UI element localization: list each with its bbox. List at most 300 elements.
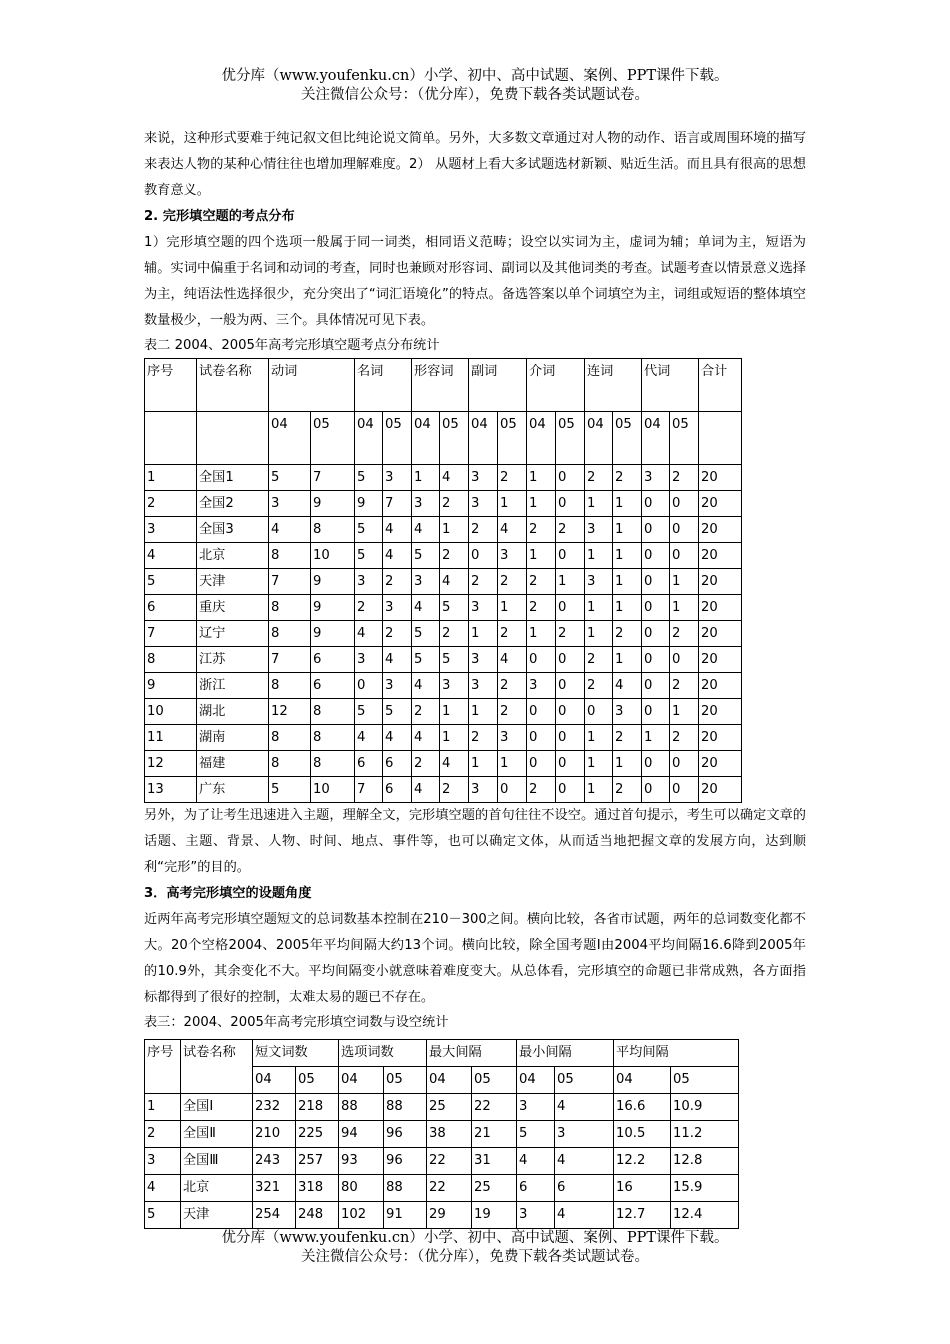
table-cell: 全国3 [197, 517, 269, 543]
table-cell: 1 [585, 751, 613, 777]
table-cell: 北京 [181, 1175, 253, 1202]
t2-header-seq: 序号 [145, 359, 197, 412]
table-cell: 湖北 [197, 699, 269, 725]
table-cell: 2 [469, 725, 498, 751]
t3-header-paper: 试卷名称 [181, 1040, 253, 1094]
table-cell: 2 [613, 621, 642, 647]
table-cell: 全国Ⅲ [181, 1148, 253, 1175]
table-cell: 5 [440, 595, 469, 621]
table-cell: 4 [440, 465, 469, 491]
table-3 [144, 1039, 739, 1229]
table-cell: 4 [412, 673, 440, 699]
table-cell: 0 [642, 621, 670, 647]
table-cell: 232 [253, 1094, 296, 1121]
table-cell: 2 [440, 491, 469, 517]
table-cell: 2 [412, 699, 440, 725]
table-cell: 20 [699, 725, 742, 751]
table-cell: 10 [311, 543, 355, 569]
t2-year-04: 04 [585, 412, 613, 465]
table-cell: 1 [527, 491, 556, 517]
table-cell: 93 [339, 1148, 384, 1175]
table-cell: 12 [269, 699, 311, 725]
table-cell: 0 [670, 777, 699, 803]
table-cell: 254 [253, 1202, 296, 1229]
table-row [145, 1148, 739, 1175]
t2-year-04: 04 [527, 412, 556, 465]
t3-header-avg-gap: 平均间隔 [614, 1040, 739, 1067]
table-cell: 20 [699, 517, 742, 543]
table-cell: 1 [527, 543, 556, 569]
table-cell: 2 [613, 725, 642, 751]
table-cell: 3 [555, 1121, 614, 1148]
table-row [145, 595, 742, 621]
table-cell: 22 [472, 1094, 517, 1121]
t2-header-conj: 连词 [585, 359, 642, 412]
table-cell: 2 [585, 673, 613, 699]
table-2 [144, 358, 742, 803]
table-cell: 1 [145, 465, 197, 491]
table-row [145, 1202, 739, 1229]
table-cell: 0 [469, 543, 498, 569]
table-cell: 0 [556, 491, 585, 517]
table-cell: 2 [613, 465, 642, 491]
table-row [145, 673, 742, 699]
table-cell: 0 [642, 569, 670, 595]
table-cell: 3 [469, 595, 498, 621]
t3-year-04: 04 [427, 1067, 472, 1094]
table-cell: 4 [440, 751, 469, 777]
table-cell: 重庆 [197, 595, 269, 621]
table-cell: 2 [670, 725, 699, 751]
table-cell: 31 [472, 1148, 517, 1175]
table-cell: 4 [517, 1148, 555, 1175]
t3-year-05: 05 [555, 1067, 614, 1094]
table-cell: 0 [527, 699, 556, 725]
table-row [145, 1175, 739, 1202]
table-cell: 0 [642, 673, 670, 699]
page-header [0, 67, 950, 105]
table-cell: 20 [699, 699, 742, 725]
header-line-1: 优分库（www.youfenku.cn）小学、初中、高中试题、案例、PPT课件下载。 [221, 68, 729, 84]
table-cell: 4 [498, 517, 527, 543]
table-cell: 3 [383, 595, 412, 621]
table-cell: 5 [412, 647, 440, 673]
table-cell: 1 [498, 595, 527, 621]
table-cell: 3 [642, 465, 670, 491]
table-cell: 12.2 [614, 1148, 671, 1175]
table-cell: 2 [527, 777, 556, 803]
table-cell: 80 [339, 1175, 384, 1202]
table-cell: 3 [383, 465, 412, 491]
table-cell: 10 [145, 699, 197, 725]
table-cell: 20 [699, 673, 742, 699]
table-cell: 全国1 [197, 465, 269, 491]
table-cell: 6 [383, 777, 412, 803]
table-cell: 1 [469, 699, 498, 725]
table-cell: 1 [440, 517, 469, 543]
table-cell: 3 [440, 673, 469, 699]
table-cell: 0 [642, 491, 670, 517]
table-cell: 20 [699, 491, 742, 517]
table-cell: 15.9 [671, 1175, 739, 1202]
table-row [145, 751, 742, 777]
table2-caption: 表二 2004、2005年高考完形填空题考点分布统计 [144, 338, 440, 353]
table-cell: 3 [613, 699, 642, 725]
table-cell: 湖南 [197, 725, 269, 751]
t2-year-04: 04 [412, 412, 440, 465]
table-row [145, 1094, 739, 1121]
table-cell: 0 [642, 751, 670, 777]
table-cell: 1 [527, 621, 556, 647]
table-cell: 1 [585, 725, 613, 751]
table-cell: 4 [145, 1175, 181, 1202]
table-cell: 1 [585, 543, 613, 569]
footer-line-2: 关注微信公众号：（优分库），免费下载各类试题试卷。 [301, 1249, 649, 1265]
table-cell: 2 [383, 621, 412, 647]
table-cell: 0 [556, 777, 585, 803]
table-cell: 1 [585, 777, 613, 803]
table-cell: 3 [469, 465, 498, 491]
table-cell: 2 [440, 543, 469, 569]
table-cell: 0 [642, 517, 670, 543]
table-cell: 1 [527, 465, 556, 491]
page-footer [0, 1229, 950, 1267]
table-cell: 4 [269, 517, 311, 543]
table-cell: 2 [498, 673, 527, 699]
table-cell: 全国2 [197, 491, 269, 517]
table-cell: 1 [670, 699, 699, 725]
table-cell: 5 [145, 1202, 181, 1229]
table-row [145, 517, 742, 543]
table-cell: 5 [355, 517, 383, 543]
table-cell: 6 [145, 595, 197, 621]
table-cell: 102 [339, 1202, 384, 1229]
table-cell: 3 [517, 1094, 555, 1121]
table-cell: 4 [555, 1148, 614, 1175]
table-cell: 12.8 [671, 1148, 739, 1175]
t3-year-05: 05 [671, 1067, 739, 1094]
t3-year-04: 04 [614, 1067, 671, 1094]
table-cell: 2 [498, 465, 527, 491]
t3-header-seq: 序号 [145, 1040, 181, 1094]
table-cell: 3 [355, 647, 383, 673]
table-cell: 12.7 [614, 1202, 671, 1229]
t3-header-max-gap: 最大间隔 [427, 1040, 517, 1067]
table-cell: 94 [339, 1121, 384, 1148]
table-cell: 12.4 [671, 1202, 739, 1229]
table-cell: 29 [427, 1202, 472, 1229]
table-cell: 3 [469, 491, 498, 517]
table-cell: 1 [613, 491, 642, 517]
table-cell: 4 [498, 647, 527, 673]
table-cell: 1 [613, 595, 642, 621]
footer-line-1: 优分库（www.youfenku.cn）小学、初中、高中试题、案例、PPT课件下载。 [221, 1230, 729, 1246]
table-cell: 3 [412, 569, 440, 595]
table-cell: 218 [296, 1094, 339, 1121]
table3-caption: 表三：2004、2005年高考完形填空词数与设空统计 [144, 1015, 449, 1030]
table-cell: 6 [311, 647, 355, 673]
table-cell: 0 [527, 647, 556, 673]
table-cell: 8 [145, 647, 197, 673]
t3-year-05: 05 [296, 1067, 339, 1094]
table-cell: 3 [383, 673, 412, 699]
table-row [145, 777, 742, 803]
table-cell: 4 [383, 517, 412, 543]
table-cell: 0 [670, 751, 699, 777]
table-cell: 6 [355, 751, 383, 777]
table-cell: 9 [311, 569, 355, 595]
t3-year-04: 04 [517, 1067, 555, 1094]
table-cell: 2 [556, 517, 585, 543]
table-cell: 9 [355, 491, 383, 517]
table-cell: 6 [311, 673, 355, 699]
table-cell: 4 [355, 725, 383, 751]
table-cell: 4 [555, 1202, 614, 1229]
paragraph-2: 1）完形填空题的四个选项一般属于同一词类，相同语义范畴；设空以实词为主，虚词为辅；单词为主，短语为辅。实词中偏重于名词和动词的考查，同时也兼顾对形容词、副词以及其他词类的考查。试题考查以情景意义选择为主，纯语法性选择很少，充分突出了“词汇语境化”的特点。备选答案以单个词填空为主，词组或短语的整体填空数量极少，一般为两、三个。具体情况可见下表。 [144, 235, 806, 328]
table-cell: 3 [469, 647, 498, 673]
t2-subheader-empty [699, 412, 742, 465]
section-heading-2: 2. 完形填空题的考点分布 [144, 209, 295, 224]
table-cell: 8 [269, 543, 311, 569]
t2-year-05: 05 [613, 412, 642, 465]
table-cell: 38 [427, 1121, 472, 1148]
table-cell: 3 [585, 517, 613, 543]
table-cell: 0 [670, 491, 699, 517]
table-cell: 2 [585, 465, 613, 491]
document-body [144, 126, 806, 1229]
table-cell: 2 [556, 621, 585, 647]
table-cell: 5 [145, 569, 197, 595]
table-cell: 4 [440, 569, 469, 595]
table-cell: 2 [145, 491, 197, 517]
table-cell: 0 [355, 673, 383, 699]
table-cell: 8 [269, 725, 311, 751]
table-cell: 浙江 [197, 673, 269, 699]
t2-year-05: 05 [383, 412, 412, 465]
table-cell: 全国Ⅱ [181, 1121, 253, 1148]
section-heading-3: 3．高考完形填空的设题角度 [144, 886, 312, 901]
table-cell: 辽宁 [197, 621, 269, 647]
table-cell: 3 [517, 1202, 555, 1229]
table-cell: 8 [269, 621, 311, 647]
table-cell: 7 [145, 621, 197, 647]
table-cell: 3 [355, 569, 383, 595]
table-row [145, 621, 742, 647]
table-cell: 3 [412, 491, 440, 517]
table-cell: 0 [585, 699, 613, 725]
table-cell: 3 [145, 517, 197, 543]
table-cell: 天津 [181, 1202, 253, 1229]
table-cell: 3 [498, 543, 527, 569]
t2-year-04: 04 [469, 412, 498, 465]
table-cell: 0 [556, 751, 585, 777]
table-cell: 7 [269, 569, 311, 595]
table-cell: 2 [670, 673, 699, 699]
table-cell: 3 [145, 1148, 181, 1175]
table-cell: 20 [699, 621, 742, 647]
paragraph-4: 近两年高考完形填空题短文的总词数基本控制在210－300之间。横向比较，各省市试题，两年的总词数变化都不大。20个空格2004、2005年平均间隔大约13个词。横向比较，除全国考题Ⅰ由2004平均间隔16.6降到2005年的10.9外，其余变化不大。平均间隔变小就意味着难度变大。从总体看，完形填空的命题已非常成熟，各方面指标都得到了很好的控制，太难太易的题已不存在。 [144, 912, 806, 1005]
table-cell: 225 [296, 1121, 339, 1148]
table-cell: 8 [311, 751, 355, 777]
table-cell: 8 [311, 725, 355, 751]
table-cell: 2 [527, 517, 556, 543]
table-cell: 0 [556, 725, 585, 751]
table-cell: 0 [556, 699, 585, 725]
table-cell: 1 [670, 595, 699, 621]
table-cell: 3 [527, 673, 556, 699]
table-cell: 11 [145, 725, 197, 751]
header-line-2: 关注微信公众号：（优分库），免费下载各类试题试卷。 [301, 87, 649, 103]
table-cell: 8 [269, 673, 311, 699]
table-cell: 2 [383, 569, 412, 595]
table-cell: 5 [412, 621, 440, 647]
table-cell: 0 [556, 673, 585, 699]
table-cell: 96 [384, 1121, 427, 1148]
table-cell: 0 [556, 595, 585, 621]
t2-subheader-empty [197, 412, 269, 465]
t3-header-text-words: 短文词数 [253, 1040, 339, 1067]
t2-header-prep: 介词 [527, 359, 585, 412]
t2-header-verb: 动词 [269, 359, 355, 412]
table-cell: 20 [699, 543, 742, 569]
table-cell: 0 [642, 543, 670, 569]
table-cell: 1 [498, 491, 527, 517]
table-cell: 0 [670, 517, 699, 543]
table-cell: 7 [383, 491, 412, 517]
table-cell: 0 [642, 699, 670, 725]
table-cell: 1 [440, 699, 469, 725]
table-cell: 4 [355, 621, 383, 647]
table-cell: 1 [613, 517, 642, 543]
table-cell: 3 [469, 673, 498, 699]
table-cell: 1 [585, 621, 613, 647]
table-cell: 0 [670, 647, 699, 673]
table-cell: 2 [469, 517, 498, 543]
t2-year-04: 04 [269, 412, 311, 465]
table-cell: 7 [269, 647, 311, 673]
table-cell: 9 [311, 621, 355, 647]
table-cell: 0 [556, 543, 585, 569]
t2-header-noun: 名词 [355, 359, 412, 412]
table-cell: 2 [527, 595, 556, 621]
table-row [145, 465, 742, 491]
table-cell: 25 [472, 1175, 517, 1202]
table-cell: 257 [296, 1148, 339, 1175]
table-cell: 20 [699, 595, 742, 621]
table-cell: 0 [642, 595, 670, 621]
table-cell: 4 [412, 595, 440, 621]
table-cell: 11.2 [671, 1121, 739, 1148]
table-cell: 9 [311, 595, 355, 621]
table-row [145, 491, 742, 517]
t3-header-min-gap: 最小间隔 [517, 1040, 614, 1067]
table-cell: 福建 [197, 751, 269, 777]
table-cell: 5 [412, 543, 440, 569]
table-cell: 0 [498, 777, 527, 803]
t2-year-05: 05 [556, 412, 585, 465]
t2-header-adv: 副词 [469, 359, 527, 412]
table-row [145, 569, 742, 595]
table-cell: 1 [440, 725, 469, 751]
table-cell: 3 [585, 569, 613, 595]
table-cell: 2 [498, 621, 527, 647]
table-cell: 1 [670, 569, 699, 595]
table-cell: 0 [642, 647, 670, 673]
t2-header-total: 合计 [699, 359, 742, 412]
t2-header-adj: 形容词 [412, 359, 469, 412]
table-cell: 全国Ⅰ [181, 1094, 253, 1121]
table-cell: 20 [699, 569, 742, 595]
t2-year-04: 04 [355, 412, 383, 465]
table-cell: 4 [412, 517, 440, 543]
table-cell: 5 [269, 777, 311, 803]
table-cell: 321 [253, 1175, 296, 1202]
t3-year-04: 04 [253, 1067, 296, 1094]
t2-year-05: 05 [440, 412, 469, 465]
table-cell: 3 [269, 491, 311, 517]
table-cell: 2 [670, 465, 699, 491]
table-cell: 8 [311, 517, 355, 543]
table-cell: 2 [670, 621, 699, 647]
table-cell: 6 [517, 1175, 555, 1202]
table-cell: 0 [556, 465, 585, 491]
table-cell: 91 [384, 1202, 427, 1229]
table-cell: 江苏 [197, 647, 269, 673]
table-cell: 2 [498, 569, 527, 595]
table-cell: 2 [585, 647, 613, 673]
table-cell: 20 [699, 465, 742, 491]
t2-subheader-empty [145, 412, 197, 465]
table-cell: 1 [613, 569, 642, 595]
t2-header-paper: 试卷名称 [197, 359, 269, 412]
table-cell: 1 [642, 725, 670, 751]
table-cell: 10 [311, 777, 355, 803]
table-cell: 243 [253, 1148, 296, 1175]
table-cell: 9 [311, 491, 355, 517]
table-cell: 2 [440, 777, 469, 803]
table-cell: 4 [383, 725, 412, 751]
table-cell: 2 [145, 1121, 181, 1148]
table-cell: 3 [498, 725, 527, 751]
table-cell: 248 [296, 1202, 339, 1229]
t2-year-05: 05 [670, 412, 699, 465]
table-cell: 4 [412, 777, 440, 803]
t3-header-option-words: 选项词数 [339, 1040, 427, 1067]
table-cell: 2 [440, 621, 469, 647]
table-cell: 16 [614, 1175, 671, 1202]
table-cell: 10.9 [671, 1094, 739, 1121]
table-cell: 16.6 [614, 1094, 671, 1121]
table-cell: 天津 [197, 569, 269, 595]
table-cell: 0 [670, 543, 699, 569]
table-cell: 96 [384, 1148, 427, 1175]
table-cell: 22 [427, 1148, 472, 1175]
table-cell: 13 [145, 777, 197, 803]
table-cell: 2 [412, 751, 440, 777]
table-cell: 1 [145, 1094, 181, 1121]
table-row [145, 725, 742, 751]
table-cell: 10.5 [614, 1121, 671, 1148]
table-cell: 4 [145, 543, 197, 569]
table-cell: 1 [556, 569, 585, 595]
table-cell: 北京 [197, 543, 269, 569]
table-row [145, 543, 742, 569]
table-cell: 20 [699, 647, 742, 673]
table-cell: 2 [469, 569, 498, 595]
table-row [145, 1121, 739, 1148]
table-cell: 25 [427, 1094, 472, 1121]
table-cell: 210 [253, 1121, 296, 1148]
